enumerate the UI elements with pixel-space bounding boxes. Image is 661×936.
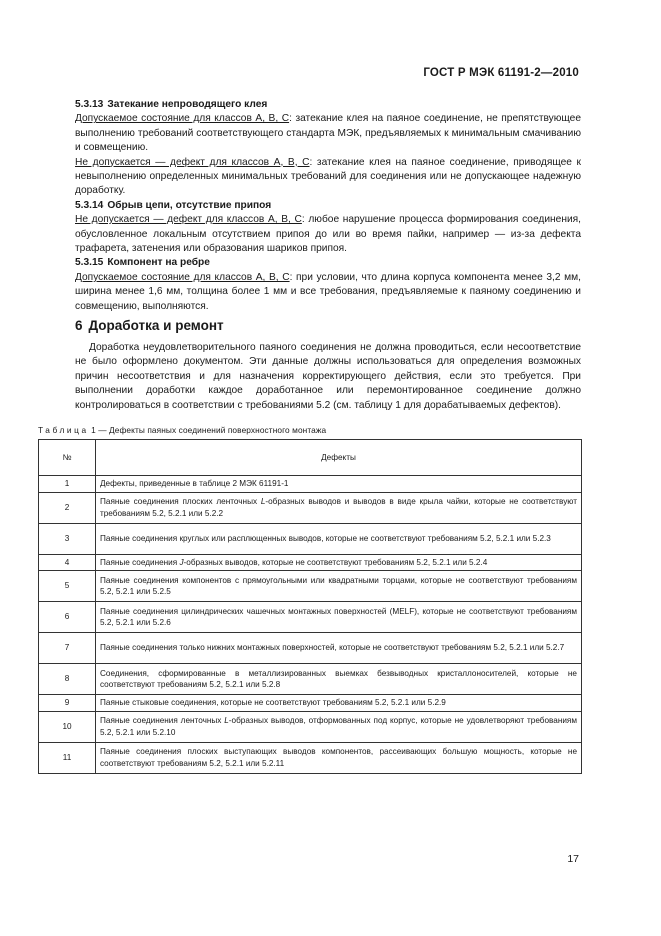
row-defect: Паяные соединения ленточных L-образных выводов, отформованных под корпус, которые не удовлетворяют требованиям 5.2, 5.2.1 или 5.2.10 bbox=[96, 711, 582, 742]
chapter-heading: 6 Доработка и ремонт bbox=[75, 318, 224, 333]
table-row bbox=[39, 523, 582, 554]
table-row bbox=[39, 554, 582, 571]
paragraph: Допускаемое состояние для классов А, В, С: при условии, что длина корпуса компонента менее 3,2 мм, ширина менее 1,6 мм, толщина более 1 мм и все требования, предъявляемые к паяному соединению и совмещению, выполняются. bbox=[75, 271, 581, 312]
row-defect: Паяные соединения плоских ленточных L-образных выводов и выводов в виде крыла чайки, которые не соответствуют требованиям 5.2, 5.2.1 или 5.2.2 bbox=[96, 492, 582, 523]
row-number: 11 bbox=[39, 742, 96, 773]
row-defect: Паяные соединения цилиндрических чашечных монтажных поверхностей (MELF), которые не соответствуют требованиям 5.2, 5.2.1 или 5.2.6 bbox=[96, 602, 582, 633]
section-title: 5.3.15 Компонент на ребре bbox=[75, 257, 210, 269]
row-defect: Паяные соединения только нижних монтажных поверхностей, которые не соответствуют требованиям 5.2, 5.2.1 или 5.2.7 bbox=[96, 633, 582, 664]
paragraph: Не допускается — дефект для классов А, В, С: затекание клея на паяное соединение, приводящее к невыполнению определенных минимальных требований для соединения или не допускающее надежную доработку. bbox=[75, 156, 581, 197]
row-defect: Паяные соединения плоских выступающих выводов компонентов, рассеивающих большую мощность, которые не соответствуют требованиям 5.2, 5.2.1 или 5.2.11 bbox=[96, 742, 582, 773]
paragraph: Доработка неудовлетворительного паяного соединения не должна проводиться, если несоответствие не было оформлено документом. Эти данные должны использоваться для определения возможных причин несоответствия и для назначения корректирующего действия, если это требуется. При выполнении доработки каждое доработанное или перемонтированное соединение должно контролироваться в соответствии с требованиями 5.2 (см. таблицу 1 для дорабатываемых дефектов). bbox=[75, 342, 581, 411]
row-number: 6 bbox=[39, 602, 96, 633]
row-defect: Соединения, сформированные в металлизированных выемках безвыводных кристаллоносителей, которые не соответствуют требованиям 5.2, 5.2.1 или 5.2.8 bbox=[96, 664, 582, 695]
defects-table bbox=[38, 439, 582, 774]
section-5-3-13 bbox=[75, 98, 581, 314]
paragraph: Допускаемое состояние для классов А, В, С: затекание клея на паяное соединение, не препятствующее выполнению требований соответствующего стандарта МЭК, предъявляемых к минимальным смачиванию и совмещению. bbox=[75, 113, 582, 154]
chapter-text bbox=[75, 341, 581, 413]
row-number: 4 bbox=[39, 554, 96, 571]
document-header: ГОСТ Р МЭК 61191-2—2010 bbox=[423, 67, 579, 79]
table-row bbox=[39, 633, 582, 664]
table-row bbox=[39, 711, 582, 742]
row-number: 8 bbox=[39, 664, 96, 695]
row-defect: Паяные соединения J-образных выводов, которые не соответствуют требованиям 5.2, 5.2.1 или 5.2.4 bbox=[96, 554, 582, 571]
row-defect: Паяные соединения круглых или расплющенных выводов, которые не соответствуют требованиям 5.2, 5.2.1 или 5.2.3 bbox=[96, 523, 582, 554]
table-row bbox=[39, 602, 582, 633]
page-number: 17 bbox=[567, 853, 579, 865]
table-row bbox=[39, 571, 582, 602]
section-title: 5.3.13 Затекание непроводящего клея bbox=[75, 99, 268, 110]
paragraph: Не допускается — дефект для классов А, В, С: любое нарушение процесса формирования соединения, обусловленное локальным отсутствием припоя до или во время пайки, например — из-за дефекта трафарета, затенения или образования шариков припоя. bbox=[75, 214, 581, 255]
row-number: 3 bbox=[39, 523, 96, 554]
row-number: 7 bbox=[39, 633, 96, 664]
column-header-number: № bbox=[39, 440, 96, 476]
row-defect: Паяные соединения компонентов с прямоугольными или квадратными торцами, которые не соответствуют требованиям 5.2, 5.2.1 или 5.2.5 bbox=[96, 571, 582, 602]
row-number: 9 bbox=[39, 695, 96, 712]
table-row bbox=[39, 742, 582, 773]
row-number: 10 bbox=[39, 711, 96, 742]
table-body bbox=[39, 476, 582, 774]
row-number: 1 bbox=[39, 476, 96, 493]
table-row bbox=[39, 492, 582, 523]
table-row bbox=[39, 695, 582, 712]
row-number: 2 bbox=[39, 492, 96, 523]
column-header-defects: Дефекты bbox=[96, 440, 582, 476]
table-caption: Таблица 1 — Дефекты паяных соединений поверхностного монтажа bbox=[38, 425, 327, 435]
table-row bbox=[39, 476, 582, 493]
row-number: 5 bbox=[39, 571, 96, 602]
section-title: 5.3.14 Обрыв цепи, отсутствие припоя bbox=[75, 199, 272, 211]
table-header-row bbox=[39, 440, 582, 476]
row-defect: Дефекты, приведенные в таблице 2 МЭК 61191-1 bbox=[96, 476, 582, 493]
table-row bbox=[39, 664, 582, 695]
row-defect: Паяные стыковые соединения, которые не соответствуют требованиям 5.2, 5.2.1 или 5.2.9 bbox=[96, 695, 582, 712]
